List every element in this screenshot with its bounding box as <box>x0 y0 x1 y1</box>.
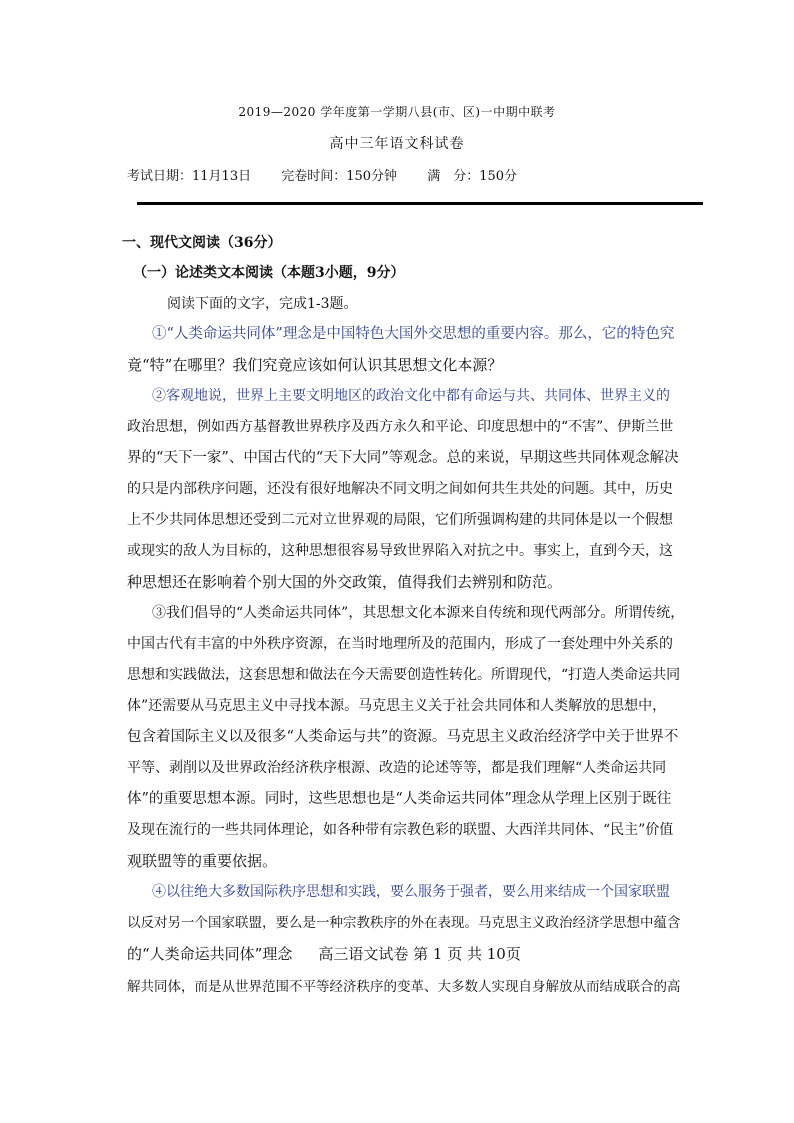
header-divider <box>137 202 703 205</box>
exam-duration: 完卷时间：150分钟 <box>281 169 398 184</box>
passage-line: ②客观地说，世界上主要文明地区的政治文化中都有命运与共、共同体、世界主义的 <box>152 388 670 404</box>
passage-line: 思想和实践做法，这套思想和做法在今天需要创造性转化。所谓现代，“打造人类命运共同 <box>127 667 681 683</box>
passage-line: 界的“天下一家”、中国古代的“天下大同”等观念。总的来说，早期这些共同体观念解决 <box>127 450 679 466</box>
passage-line: ①“人类命运共同体”理念是中国特色大国外交思想的重要内容。那么，它的特色究 <box>152 326 675 342</box>
passage-line: 以反对另一个国家联盟，要么是一种宗教秩序的外在表现。马克思主义政治经济学思想中蕴含 <box>127 915 681 931</box>
passage-line: 体”的重要思想本源。同时，这些思想也是“人类命运共同体”理念从学理上区别于既往 <box>127 791 672 807</box>
passage-line: 上不少共同体思想还受到二元对立世界观的局限，它们所强调构建的共同体是以一个假想 <box>127 512 673 528</box>
passage-line: 及现在流行的一些共同体理论，如各种带有宗教色彩的联盟、大西洋共同体、“民主”价值 <box>127 822 674 838</box>
passage-line: 竟“特”在哪里？我们究竟应该如何认识其思想文化本源？ <box>127 356 503 374</box>
exam-title: 2019—2020 学年度第一学期八县(市、区)一中期中联考 <box>238 105 556 119</box>
passage-fragment: 的“人类命运共同体”理念 <box>127 945 293 963</box>
part1-heading: 一、现代文阅读（36分） <box>122 235 282 251</box>
exam-date: 考试日期：11月13日 <box>127 169 252 184</box>
paper-title: 高中三年语文科试卷 <box>329 136 465 152</box>
passage-line-last: 解共同体，而是从世界范围不平等经济秩序的变革、大多数人实现自身解放从而结成联合的高 <box>127 979 681 995</box>
passage-line: 包含着国际主义以及很多“人类命运与共”的资源。马克思主义政治经济学中关于世界不 <box>127 729 679 745</box>
passage-line: 政治思想，例如西方基督教世界秩序及西方永久和平论、印度思想中的“不害”、伊斯兰世 <box>127 419 674 435</box>
passage-line: 或现实的敌人为目标的，这种思想很容易导致世界陷入对抗之中。事实上，直到今天，这 <box>127 543 673 559</box>
passage-line: ④以往绝大多数国际秩序思想和实践，要么服务于强者，要么用来结成一个国家联盟 <box>152 884 670 900</box>
passage-line: 平等、剥削以及世界政治经济秩序根源、改造的论述等等，都是我们理解“人类命运共同 <box>127 760 667 776</box>
instruction-text: 阅读下面的文字，完成1-3题。 <box>167 296 358 312</box>
passage-line: 体”还需要从马克思主义中寻找本源。马克思主义关于社会共同体和人类解放的思想中， <box>127 698 667 714</box>
passage-line: 的只是内部秩序问题，还没有很好地解决不同文明之间如何共生共处的问题。其中，历史 <box>127 481 673 497</box>
passage-line: 种思想还在影响着个别大国的外交政策，值得我们去辨别和防范。 <box>127 573 563 591</box>
page-number-label: 高三语文试卷 第 1 页 共 10页 <box>318 945 521 963</box>
exam-info <box>127 165 543 184</box>
passage-line: 中国古代有丰富的中外秩序资源，在当时地理所及的范围内，形成了一套处理中外关系的 <box>127 636 673 652</box>
passage-line: ③我们倡导的“人类命运共同体”，其思想文化本源来自传统和现代两部分。所谓传统， <box>152 605 685 621</box>
passage-line: 观联盟等的重要依据。 <box>127 852 278 870</box>
full-score: 满 分：150分 <box>427 169 518 184</box>
part1-sub-heading: （一）论述类文本阅读（本题3小题，9分） <box>133 265 405 281</box>
passage-line-footer <box>127 944 521 964</box>
